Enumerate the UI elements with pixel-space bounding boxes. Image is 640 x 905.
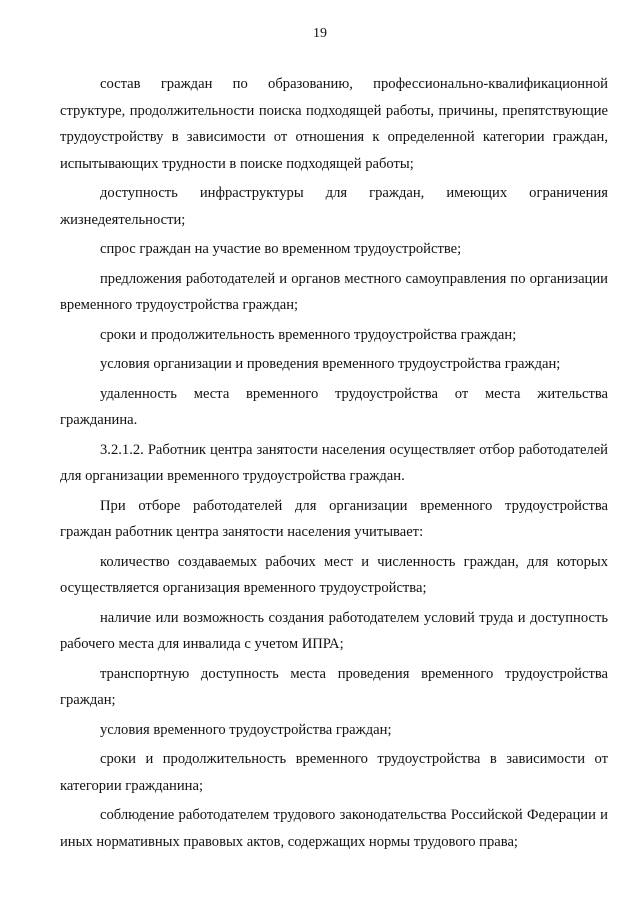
page-number: 19 <box>313 26 327 41</box>
paragraph-8: 3.2.1.2. Работник центра занятости населения осуществляет отбор работодателей для организации временного трудоустройства граждан. <box>60 441 608 484</box>
paragraph-6: условия организации и проведения временного трудоустройства граждан; <box>100 356 561 372</box>
paragraph-3: спрос граждан на участие во временном трудоустройстве; <box>100 241 462 257</box>
paragraph-10: количество создаваемых рабочих мест и численность граждан, для которых осуществляется организация временного трудоустройства; <box>60 553 608 596</box>
paragraph-13: условия временного трудоустройства граждан; <box>100 721 392 738</box>
paragraph-14: сроки и продолжительность временного трудоустройства в зависимости от категории гражданина; <box>60 751 608 794</box>
paragraph-12: транспортную доступность места проведения временного трудоустройства граждан; <box>60 665 608 708</box>
paragraph-7: удаленность места временного трудоустройства от места жительства гражданина. <box>60 385 608 428</box>
paragraph-9: При отборе работодателей для организации временного трудоустройства граждан работник центра занятости населения учитывает: <box>60 497 608 540</box>
paragraph-1: состав граждан по образованию, профессионально-квалификационной структуре, продолжительности поиска подходящей работы, причины, препятствующие трудоустройству в зависимости от отношения к определенной категории граждан, испытывающих трудности в поиске подходящей работы; <box>60 76 608 172</box>
paragraph-15: соблюдение работодателем трудового законодательства Российской Федерации и иных нормативных правовых актов, содержащих нормы трудового права; <box>60 807 608 850</box>
paragraph-5: сроки и продолжительность временного трудоустройства граждан; <box>100 326 517 343</box>
paragraph-2: доступность инфраструктуры для граждан, имеющих ограничения жизнедеятельности; <box>60 185 608 228</box>
paragraph-11: наличие или возможность создания работодателем условий труда и доступность рабочего места для инвалида с учетом ИПРА; <box>60 609 608 652</box>
document-body <box>60 71 608 858</box>
paragraph-4: предложения работодателей и органов местного самоуправления по организации временного трудоустройства граждан; <box>60 270 608 313</box>
